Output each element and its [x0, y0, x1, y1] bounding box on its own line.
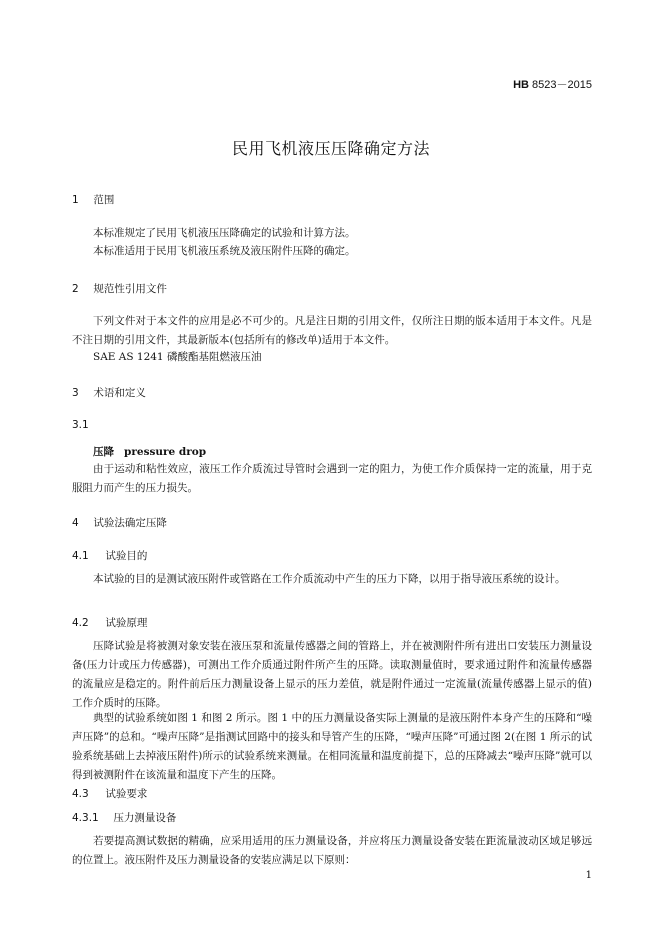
reference-item: SAE AS 1241 磷酸酯基阻燃液压油: [93, 351, 262, 363]
term-definition: 由于运动和粘性效应，液压工作介质流过导管时会遇到一定的阻力，为使工作介质保持一定的流量，用于克服阻力而产生的压力损失。: [72, 463, 592, 494]
subsection-heading-4-2: 4.2 试验原理: [72, 617, 148, 629]
subsection-heading-4-1: 4.1 试验目的: [72, 550, 148, 562]
paragraph: 压降试验是将被测对象安装在液压泵和流量传感器之间的管路上，并在被测附件所有进出口安装压力测量设备(压力计或压力传感器)，可测出工作介质通过附件所产生的压降。读取测量值时，要求通过附件和流量传感器的流量应是稳定的。附件前后压力测量设备上显示的压力差值，就是附件通过一定流量(流量传感器上显示的值)工作介质时的压降。: [72, 640, 592, 709]
subsection-heading-4-3-1: 4.3.1 压力测量设备: [72, 812, 177, 824]
paragraph: 若要提高测试数据的精确，应采用适用的压力测量设备，并应将压力测量设备安装在距流量波动区域足够远的位置上。液压附件及压力测量设备的安装应满足以下原则：: [72, 835, 592, 866]
paragraph: 下列文件对于本文件的应用是必不可少的。凡是注日期的引用文件，仅所注日期的版本适用于本文件。凡是不注日期的引用文件，其最新版本(包括所有的修改单)适用于本文件。: [72, 315, 592, 346]
paragraph: 典型的试验系统如图 1 和图 2 所示。图 1 中的压力测量设备实际上测量的是液压附件本身产生的压降和“噪声压降”的总和。“噪声压降”是指测试回路中的接头和导管产生的压降，“噪声压降”可通过图 2(在图 1 所示的试验系统基础上去掉液压附件)所示的试验系统来测量。在相同流量和温度前提下，总的压降减去“噪声压降”就可以得到被测附件在该流量和温度下产生的压降。: [72, 712, 592, 781]
subsection-number-3-1: 3.1: [72, 419, 89, 431]
section-heading-4: 4 试验法确定压降: [72, 517, 167, 529]
page-number: 1: [585, 870, 592, 881]
section-heading-2: 2 规范性引用文件: [72, 283, 167, 295]
paragraph: 本标准适用于民用飞机液压系统及液压附件压降的确定。: [93, 245, 356, 257]
term-entry: 压降 pressure drop: [93, 446, 207, 458]
section-heading-1: 1 范围: [72, 194, 115, 206]
section-heading-3: 3 术语和定义: [72, 387, 146, 399]
document-code: HB 8523－2015: [513, 79, 592, 91]
document-title: 民用飞机液压压降确定方法: [231, 139, 430, 158]
paragraph: 本试验的目的是测试液压附件或管路在工作介质流动中产生的压力下降，以用于指导液压系统的设计。: [93, 573, 566, 585]
paragraph: 本标准规定了民用飞机液压压降确定的试验和计算方法。: [93, 227, 356, 239]
subsection-heading-4-3: 4.3 试验要求: [72, 788, 148, 800]
